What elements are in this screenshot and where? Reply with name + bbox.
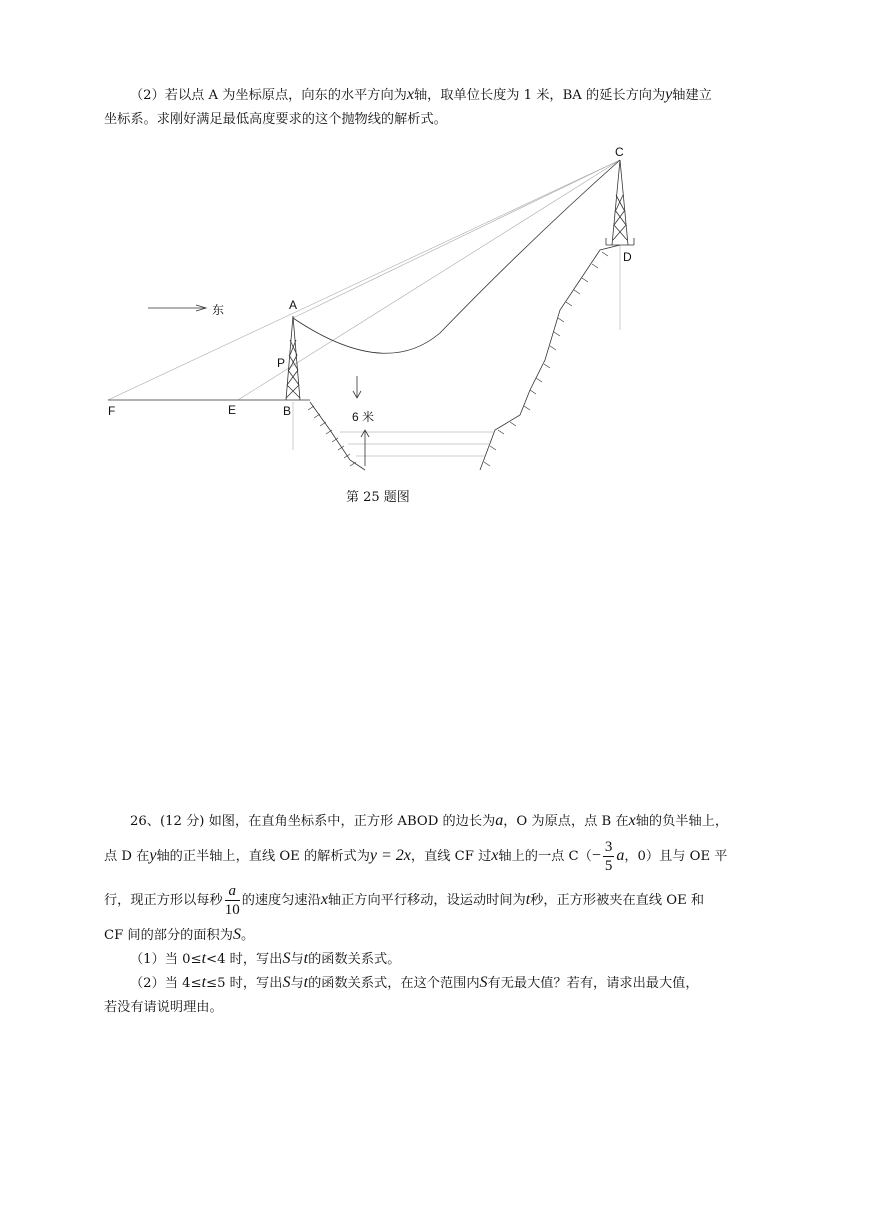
problem25-part2-line2: 坐标系。求刚好满足最低高度要求的这个抛物线的解析式。 <box>104 112 447 127</box>
cable-parabola <box>293 160 620 353</box>
line-EC <box>238 160 620 400</box>
tower-C <box>606 160 634 245</box>
label-F: F <box>108 404 116 418</box>
equation-OE: y = 2x <box>369 847 411 864</box>
figure-25 <box>100 140 660 480</box>
label-A: A <box>289 298 298 312</box>
tower-A <box>286 316 300 400</box>
figure-caption: 第 25 题图 <box>346 490 410 505</box>
label-B: B <box>283 404 292 418</box>
valley-right-bank <box>480 245 620 470</box>
fraction-a-10: $\frac{a}{10}$ <box>224 883 240 918</box>
label-C: C <box>615 145 624 159</box>
problem26-question2: （2）当 4≤t≤5 时，写出S与t的函数关系式，在这个范围内S有无最大值？若有，请求出最大值， <box>130 974 699 991</box>
problem26-line4: CF 间的部分的面积为S。 <box>104 926 255 943</box>
problem26-line1: 26、(12 分) 如图，在直角坐标系中，正方形 ABOD 的边长为a，O 为原点，点 B 在x轴的负半轴上， <box>130 812 729 829</box>
problem26-question1: （1）当 0≤t<4 时，写出S与t的函数关系式。 <box>130 950 401 967</box>
problem26-line3: 行，现正方形以每秒 $\frac{a}{10}$ 的速度匀速沿x轴正方向平行移动，设运动时间为t秒，正方形被夹在直线 OE 和 <box>104 883 705 918</box>
problem26-line2: 点 D 在y轴的正半轴上，直线 OE 的解析式为y = 2x，直线 CF 过x轴上的一点 C（− $\frac{3}{5}$ a，0）且与 OE 平 <box>104 839 728 874</box>
label-P: P <box>277 356 286 370</box>
problem26-question2-line2: 若没有请说明理由。 <box>104 1000 223 1015</box>
label-height: 6 米 <box>352 410 375 424</box>
line-AC <box>293 160 620 318</box>
fraction-3-5: $\frac{3}{5}$ <box>604 839 613 874</box>
label-E: E <box>228 403 237 417</box>
problem25-part2: （2）若以点 A 为坐标原点，向东的水平方向为x轴，取单位长度为 1 米，BA 的延长方向为y轴建立 <box>130 86 712 103</box>
label-east: 东 <box>212 303 225 317</box>
label-D: D <box>623 250 632 264</box>
